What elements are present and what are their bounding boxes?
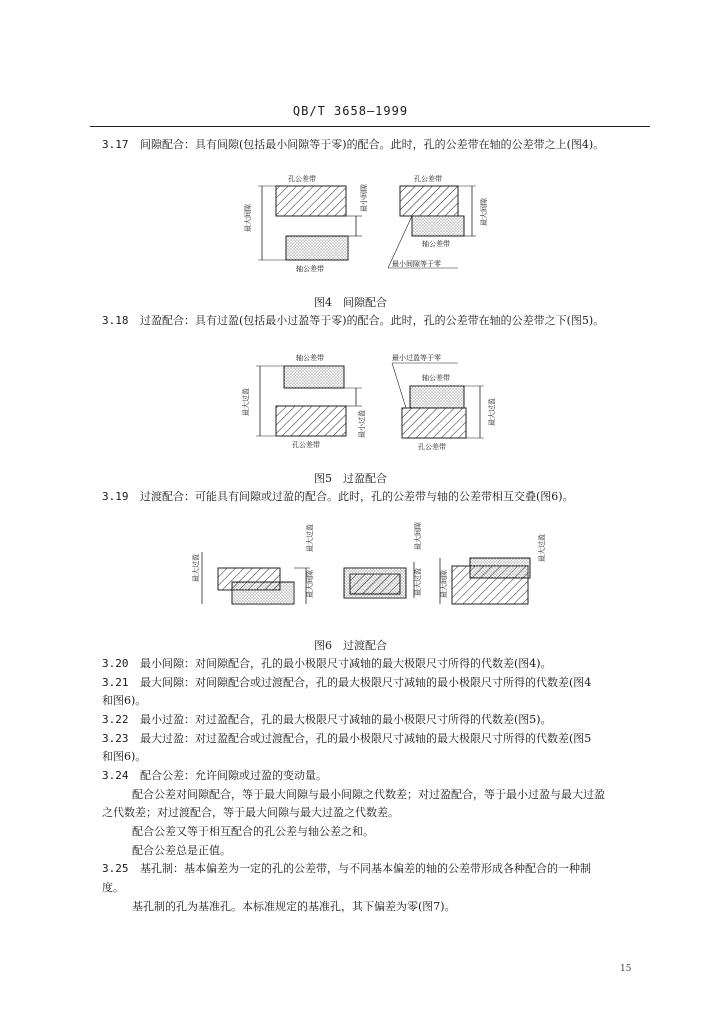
clause-number: 3.19 [102,490,129,503]
header-rule [90,126,650,127]
hole-zone-label: 孔公差带 [414,175,442,183]
clause-text: 配合公差总是正值。 [132,844,231,857]
clause-3-21-cont [102,694,146,708]
shaft-tolerance-zone [410,386,464,408]
clause-text: 最大过盈：对过盈配合或过渡配合，孔的最小极限尺寸减轴的最大极限尺寸所得的代数差(图5 [140,732,592,745]
clause-text: 最小过盈：对过盈配合，孔的最大极限尺寸减轴的最小极限尺寸所得的代数差(图5)。 [140,713,552,726]
clause-3-23 [102,732,591,746]
clause-text: 和图6)。 [102,750,147,763]
clause-3-25 [102,862,591,876]
clause-number: 3.18 [102,314,129,327]
max-clearance-label: 最大间隙 [480,198,488,226]
shaft-zone-label: 轴公差带 [296,354,324,362]
max-clearance-label: 最大间隙 [440,570,448,598]
paragraph [132,788,605,802]
max-clearance-label: 最大间隙 [306,570,314,598]
clause-text: 最小间隙：对间隙配合，孔的最小极限尺寸减轴的最大极限尺寸所得的代数差(图4)。 [140,657,552,670]
hole-tolerance-zone [402,408,466,438]
clause-3-23-cont [102,750,146,764]
max-interference-label: 最大过盈 [192,554,200,582]
max-interference-label: 最大过盈 [242,388,250,416]
figure-4-clearance-fit [236,170,496,278]
max-interference-label: 最大过盈 [414,568,422,596]
clause-text: 度。 [102,881,124,894]
figure-5-interference-fit [236,346,506,456]
clause-text: 最大间隙：对间隙配合或过渡配合，孔的最大极限尺寸减轴的最小极限尺寸所得的代数差(图4 [140,676,592,689]
hole-zone-label: 孔公差带 [292,441,320,449]
figure-6-transition-fit [188,522,568,612]
figure-4-caption: 图4 间隙配合 [314,296,387,309]
hole-zone-label: 孔公差带 [418,443,446,451]
min-interference-zero-label: 最小过盈等于零 [392,354,441,362]
hole-tolerance-zone [400,186,458,216]
min-clearance-zero-label: 最小间隙等于零 [392,260,441,268]
shaft-tolerance-zone [412,216,464,236]
max-interference-label: 最大过盈 [538,534,546,562]
shaft-zone-label: 轴公差带 [296,265,324,273]
clause-text: 间隙配合：具有间隙(包括最小间隙等于零)的配合。此时，孔的公差带在轴的公差带之上(图4)。 [140,138,605,151]
standard-code: QB/T 3658—1999 [292,104,409,118]
paragraph [132,825,374,839]
shaft-zone-label: 轴公差带 [422,374,450,382]
max-interference-label: 最大过盈 [488,398,496,426]
hole-tolerance-zone [276,186,346,216]
clause-text: 配合公差：允许间隙或过盈的变动量。 [140,769,327,782]
clause-text: 配合公差又等于相互配合的孔公差与轴公差之和。 [132,825,374,838]
clause-3-18 [102,314,604,328]
paragraph [132,900,456,914]
shaft-tolerance-zone [470,558,530,578]
shaft-tolerance-zone [232,582,294,604]
clause-text: 和图6)。 [102,694,147,707]
max-interference-label: 最大过盈 [306,524,314,552]
min-clearance-label: 最小间隙 [360,184,368,212]
hole-tolerance-zone [350,574,400,594]
clause-3-22 [102,713,552,727]
clause-number: 3.21 [102,676,129,689]
hole-zone-label: 孔公差带 [288,175,316,183]
paragraph [132,844,231,858]
clause-3-25-cont [102,881,124,895]
shaft-tolerance-zone [286,236,348,260]
clause-text: 配合公差对间隙配合，等于最大间隙与最小间隙之代数差；对过盈配合，等于最小过盈与最大过盈 [132,788,605,801]
clause-text: 基孔制：基本偏差为一定的孔的公差带，与不同基本偏差的轴的公差带形成各种配合的一种制 [140,862,591,875]
min-interference-label: 最小过盈 [358,410,366,438]
clause-3-17 [102,138,604,152]
shaft-zone-label: 轴公差带 [422,240,450,248]
clause-text: 过盈配合：具有过盈(包括最小过盈等于零)的配合。此时，孔的公差带在轴的公差带之下(图5)。 [140,314,605,327]
clause-3-19 [102,490,574,504]
max-clearance-label: 最大间隙 [244,204,252,232]
clause-number: 3.22 [102,713,129,726]
clause-3-24 [102,769,327,783]
figure-6-caption: 图6 过渡配合 [314,639,387,652]
page-number: 15 [620,964,632,974]
clause-text: 基孔制的孔为基准孔。本标准规定的基准孔，其下偏差为零(图7)。 [132,900,456,913]
clause-number: 3.23 [102,732,129,745]
clause-number: 3.17 [102,138,129,151]
clause-number: 3.25 [102,862,129,875]
clause-text: 过渡配合：可能具有间隙或过盈的配合。此时，孔的公差带与轴的公差带相互交叠(图6)。 [140,490,574,503]
figure-5-caption: 图5 过盈配合 [314,472,387,485]
max-clearance-label: 最大间隙 [414,522,422,550]
hole-tolerance-zone [276,406,346,436]
clause-3-20 [102,657,552,671]
clause-number: 3.20 [102,657,129,670]
paragraph [102,806,399,820]
shaft-tolerance-zone [284,366,344,388]
clause-text: 之代数差；对过渡配合，等于最大间隙与最大过盈之代数差。 [102,806,399,819]
clause-number: 3.24 [102,769,129,782]
clause-3-21 [102,676,591,690]
